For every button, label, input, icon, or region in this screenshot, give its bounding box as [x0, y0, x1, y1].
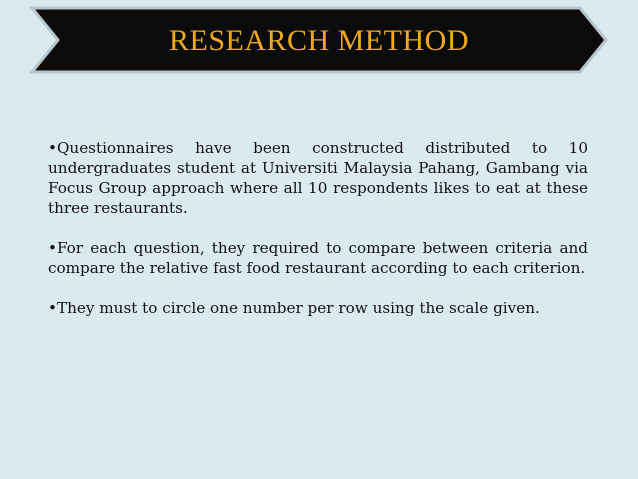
bullet-list — [48, 138, 588, 338]
bullet-item-3: •They must to circle one number per row using the scale given. — [48, 299, 540, 317]
title-banner — [0, 0, 638, 85]
bullet-item-1: •Questionnaires have been constructed distributed to 10 undergraduates student at Universiti Malaysia Pahang, Gambang via Focus Group approach where all 10 respondents likes to eat at these three restaurants. — [48, 139, 588, 217]
slide-title: RESEARCH METHOD — [168, 24, 469, 57]
bullet-item-2: •For each question, they required to compare between criteria and compare the relative fast food restaurant according to each criterion. — [48, 239, 588, 277]
